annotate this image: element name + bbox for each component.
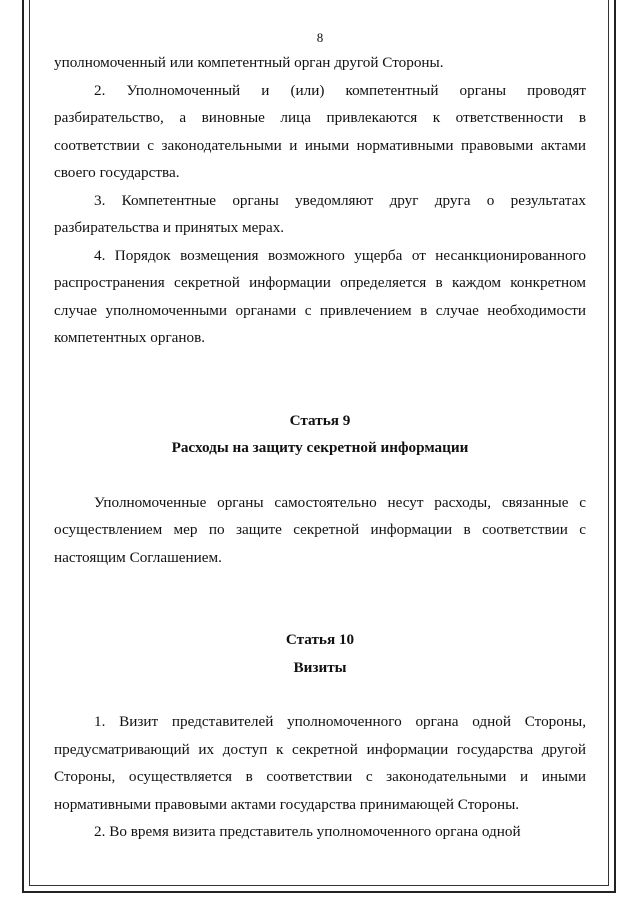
spacer [54, 462, 586, 489]
paragraph-3: 3. Компетентные органы уведомляют друг друга о результатах разбирательства и принятых мерах. [54, 191, 586, 236]
article-9-title: Расходы на защиту секретной информации [171, 439, 469, 456]
spacer [54, 681, 586, 708]
page-number: 8 [316, 30, 324, 45]
spacer [54, 571, 586, 626]
article-10-number: Статья 10 [285, 631, 355, 648]
article-9-body: Уполномоченные органы самостоятельно несут расходы, связанные с осуществлением мер по защите секретной информации в соответствии с настоящим Соглашением. [54, 493, 586, 566]
article-10-title: Визиты [293, 658, 347, 676]
paragraph-2: 2. Уполномоченный и (или) компетентный органы проводят разбирательство, а виновные лица привлекаются к ответственности в соответствии с законодательными и иными нормативными правовыми актами своего государства. [54, 81, 586, 181]
paragraph-4: 4. Порядок возмещения возможного ущерба от несанкционированного распространения секретной информации определяется в каждом конкретном случае уполномоченными органами с привлечением в случае необходимости компетентных органов. [54, 246, 586, 346]
article-10-paragraph-2: 2. Во время визита представитель уполномоченного органа одной [94, 823, 521, 840]
spacer [54, 352, 586, 407]
document-page [54, 30, 586, 846]
article-9-number: Статья 9 [289, 411, 351, 429]
article-10-paragraph-1: 1. Визит представителей уполномоченного органа одной Стороны, предусматривающий их доступ к секретной информации государства другой Стороны, осуществляется в соответствии с законодательными и иными нормативными правовыми актами государства принимающей Стороны. [54, 713, 586, 813]
paragraph-carryover: уполномоченный или компетентный орган другой Стороны. [54, 54, 444, 71]
